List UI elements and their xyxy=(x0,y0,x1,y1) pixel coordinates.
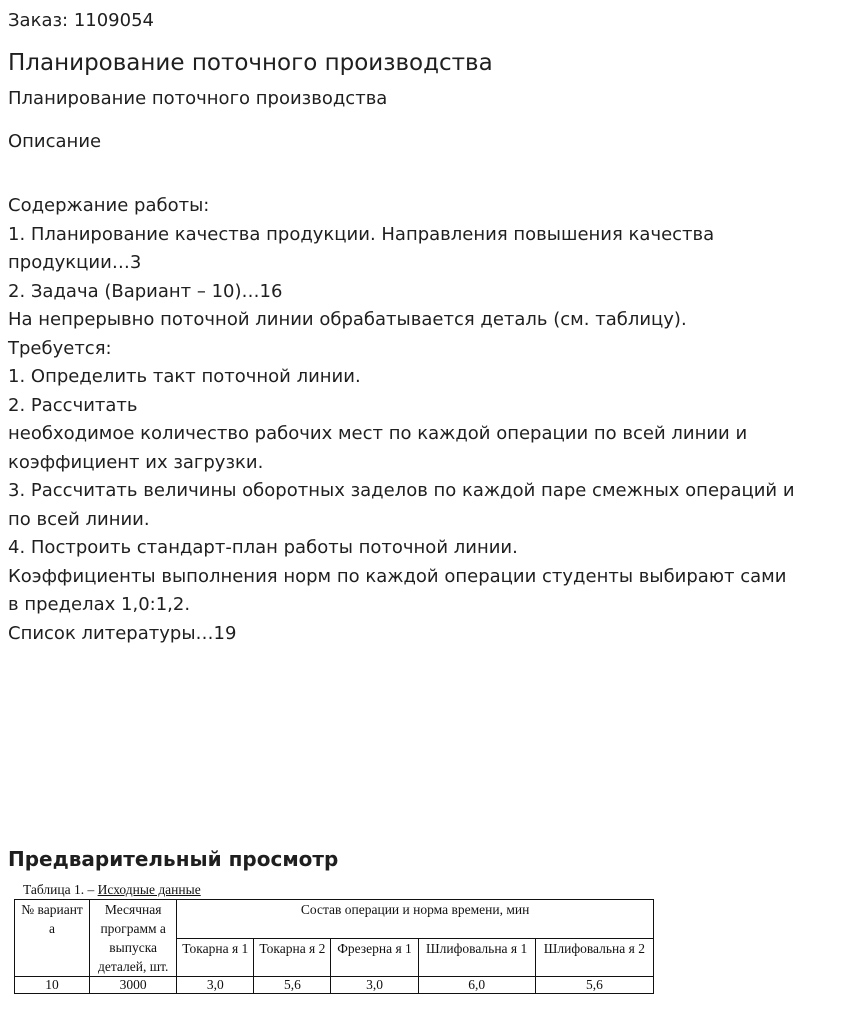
table-caption xyxy=(23,882,201,898)
content-line: необходимое количество рабочих мест по каждой операции по всей линии и xyxy=(8,423,748,444)
header-op: Фрезерна я 1 xyxy=(331,938,418,977)
page-subtitle: Планирование поточного производства xyxy=(8,88,388,109)
table-caption-prefix: Таблица 1. – xyxy=(23,882,98,897)
table-header-row xyxy=(15,900,654,939)
cell-value: 5,6 xyxy=(535,977,653,994)
content-line: 2. Рассчитать xyxy=(8,394,138,416)
content-line: На непрерывно поточной линии обрабатывается деталь (см. таблицу). xyxy=(8,309,687,330)
order-number: Заказ: 1109054 xyxy=(8,10,154,31)
content-line: 4. Построить стандарт-план работы поточной линии. xyxy=(8,537,518,558)
content-line: 1. Определить такт поточной линии. xyxy=(8,366,361,387)
content-line: Список литературы…19 xyxy=(8,622,237,644)
content-line: 1. Планирование качества продукции. Направления повышения качества xyxy=(8,223,715,245)
header-op: Шлифовальна я 1 xyxy=(418,938,535,977)
preview-heading: Предварительный просмотр xyxy=(8,847,339,871)
description-content xyxy=(8,192,843,648)
content-line: Требуется: xyxy=(8,337,112,359)
cell-value: 5,6 xyxy=(254,977,331,994)
cell-value: 6,0 xyxy=(418,977,535,994)
page-title: Планирование поточного производства xyxy=(8,50,493,76)
content-line: Коэффициенты выполнения норм по каждой операции студенты выбирают сами xyxy=(8,565,787,587)
description-heading: Описание xyxy=(8,131,102,152)
header-operations-group: Состав операции и норма времени, мин xyxy=(177,900,654,939)
content-line: 2. Задача (Вариант – 10)…16 xyxy=(8,280,283,302)
content-line: по всей линии. xyxy=(8,508,150,530)
source-data-table xyxy=(14,899,654,994)
header-variant: № вариант а xyxy=(15,900,90,977)
header-op: Токарна я 2 xyxy=(254,938,331,977)
table-row xyxy=(15,977,654,994)
content-line: Содержание работы: xyxy=(8,195,210,216)
cell-program: 3000 xyxy=(90,977,177,994)
content-line: продукции…3 xyxy=(8,252,142,273)
header-op: Шлифовальна я 2 xyxy=(535,938,653,977)
content-line: 3. Рассчитать величины оборотных заделов по каждой паре смежных операций и xyxy=(8,480,795,501)
header-op: Токарна я 1 xyxy=(177,938,254,977)
content-line: коэффициент их загрузки. xyxy=(8,451,264,473)
cell-value: 3,0 xyxy=(331,977,418,994)
content-line: в пределах 1,0:1,2. xyxy=(8,594,191,615)
cell-variant: 10 xyxy=(15,977,90,994)
table-caption-link: Исходные данные xyxy=(97,882,201,897)
cell-value: 3,0 xyxy=(177,977,254,994)
header-program: Месячная программ а выпуска деталей, шт. xyxy=(90,900,177,977)
